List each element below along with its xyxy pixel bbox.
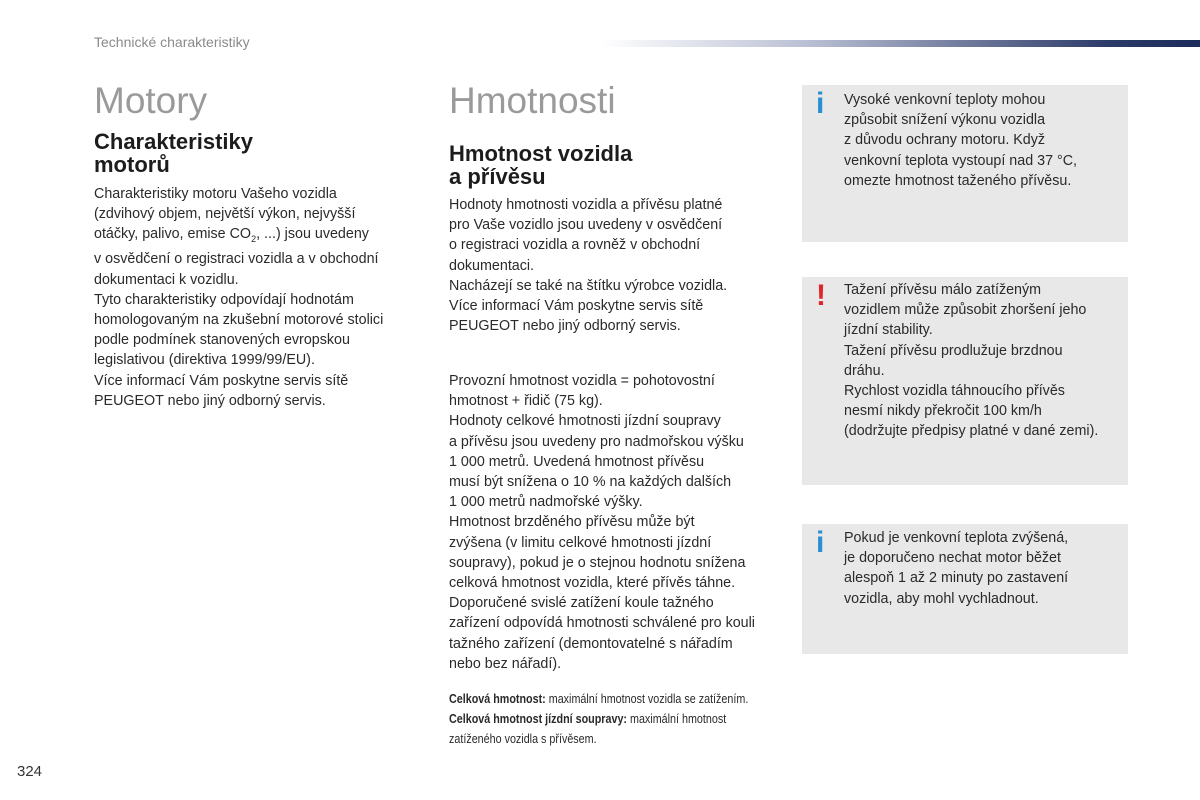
text-line: tažného zařízení (demontovatelné s nářadím (449, 635, 733, 652)
info-box-temperature (802, 85, 1128, 242)
text-line: 1 000 metrů nadmořské výšky. (449, 494, 643, 511)
definitions (449, 689, 748, 750)
text-line: musí být snížena o 10 % na každých dalších (449, 474, 732, 491)
text-line: dráhu. (844, 362, 885, 379)
text-line: nebo bez nářadí). (449, 655, 562, 672)
text-line: Pokud je venkovní teplota zvýšená, (844, 530, 1069, 546)
text-line: jízdní stability. (844, 322, 933, 339)
weights-text-1 (449, 195, 727, 336)
text-line: Provozní hmotnost vozidla = pohotovostní (449, 373, 715, 389)
text-line: soupravy), pokud je o stejnou hodnotu snížena (449, 554, 746, 571)
text-line: Rychlost vozidla táhnoucího přívěs (844, 383, 1065, 400)
text-line: zařízení odpovídá hmotnosti schválené pro kouli (449, 615, 755, 632)
text-line: Hmotnost brzděného přívěsu může být (449, 514, 695, 531)
text-line: Hodnoty celkové hmotnosti jízdní soupravy (449, 413, 721, 430)
weights-text-2 (449, 371, 755, 674)
text-line: o registraci vozidla a rovněž v obchodní (449, 237, 701, 254)
definition (449, 709, 748, 729)
box-text (844, 528, 1068, 609)
subtitle-weights (449, 142, 632, 188)
text-line: z důvodu ochrany motoru. Když (844, 132, 1046, 149)
text-line: 1 000 metrů. Uvedená hmotnost přívěsu (449, 453, 705, 470)
text-line: zvýšena (v limitu celkové hmotnosti jízdní (449, 534, 712, 551)
info-icon: i (816, 526, 825, 559)
subtitle-engine-characteristics (94, 130, 253, 176)
text-line: dokumentaci k vozidlu. (94, 271, 239, 288)
section-header: Technické charakteristiky (94, 34, 250, 50)
text-line: (zdvihový objem, největší výkon, nejvyšší (94, 206, 356, 223)
text: , ...) jsou uvedeny (256, 226, 369, 243)
text-line: a přívěsu jsou uvedeny pro nadmořskou výšku (449, 433, 744, 450)
text-line: Tyto charakteristiky odpovídají hodnotám (94, 291, 354, 308)
page-number: 324 (17, 763, 43, 780)
text-line: Doporučené svislé zatížení koule tažného (449, 595, 714, 612)
text-line: Charakteristiky motoru Vašeho vozidla (94, 186, 337, 202)
text-line: Hodnoty hmotnosti vozidla a přívěsu platné (449, 197, 723, 213)
definition (449, 729, 748, 749)
text-line: legislativou (direktiva 1999/99/EU). (94, 352, 315, 369)
subtitle-line: Hmotnost vozidla (449, 141, 633, 166)
text-line: PEUGEOT nebo jiný odborný servis. (449, 318, 681, 335)
subtitle-line: Charakteristiky (94, 129, 253, 154)
text-line: Více informací Vám poskytne servis sítě (449, 298, 704, 315)
text-line: vozidlem může způsobit zhoršení jeho (844, 302, 1087, 319)
box-text (844, 280, 1098, 442)
subtitle-line: a přívěsu (449, 164, 546, 189)
engine-text (94, 184, 383, 411)
definition (449, 689, 748, 709)
warning-icon: ! (816, 279, 826, 312)
text-line: (dodržujte předpisy platné v dané zemi). (844, 423, 1099, 440)
text: otáčky, palivo, emise CO (94, 226, 252, 243)
title-hmotnosti: Hmotnosti (449, 80, 616, 121)
definition-text: zatíženého vozidla s přívěsem. (449, 732, 597, 747)
warning-box-towing (802, 277, 1128, 485)
text-line: podle podmínek stanovených evropskou (94, 332, 350, 349)
info-box-cooldown (802, 524, 1128, 654)
text-line: PEUGEOT nebo jiný odborný servis. (94, 392, 326, 409)
info-icon: i (816, 87, 825, 120)
subscript: 2 (251, 234, 257, 245)
text-line: Tažení přívěsu prodlužuje brzdnou (844, 342, 1063, 359)
term: Celková hmotnost jízdní soupravy: (449, 712, 628, 727)
box-text (844, 90, 1077, 191)
text-line: pro Vaše vozidlo jsou uvedeny v osvědčení (449, 217, 723, 234)
text-line: celková hmotnost vozidla, které přívěs táhne. (449, 575, 736, 592)
text-line: hmotnost + řidič (75 kg). (449, 393, 603, 410)
text-line: omezte hmotnost taženého přívěsu. (844, 172, 1072, 189)
text-line: nesmí nikdy překročit 100 km/h (844, 403, 1042, 420)
subtitle-line: motorů (94, 152, 170, 177)
text-line: Tažení přívěsu málo zatíženým (844, 282, 1042, 298)
term: Celková hmotnost: (449, 692, 546, 706)
text-line: je doporučeno nechat motor běžet (844, 550, 1061, 567)
text-line: Vysoké venkovní teploty mohou (844, 92, 1046, 108)
definition-text: maximální hmotnost (627, 712, 727, 727)
text-line: Nacházejí se také na štítku výrobce vozidla. (449, 277, 728, 294)
text-line: homologovaným na zkušební motorové stolici (94, 312, 384, 329)
text-line (94, 224, 383, 249)
text-line: venkovní teplota vystoupí nad 37 °C, (844, 152, 1078, 169)
header-bar (600, 40, 1200, 47)
text-line: Více informací Vám poskytne servis sítě (94, 372, 349, 389)
text-line: v osvědčení o registraci vozidla a v obchodní (94, 251, 379, 268)
definition-text: maximální hmotnost vozidla se zatížením. (545, 692, 749, 706)
text-line: dokumentaci. (449, 257, 535, 274)
text-line: vozidla, aby mohl vychladnout. (844, 590, 1039, 607)
title-motory: Motory (94, 80, 208, 121)
text-line: alespoň 1 až 2 minuty po zastavení (844, 570, 1069, 587)
text-line: způsobit snížení výkonu vozidla (844, 112, 1046, 129)
